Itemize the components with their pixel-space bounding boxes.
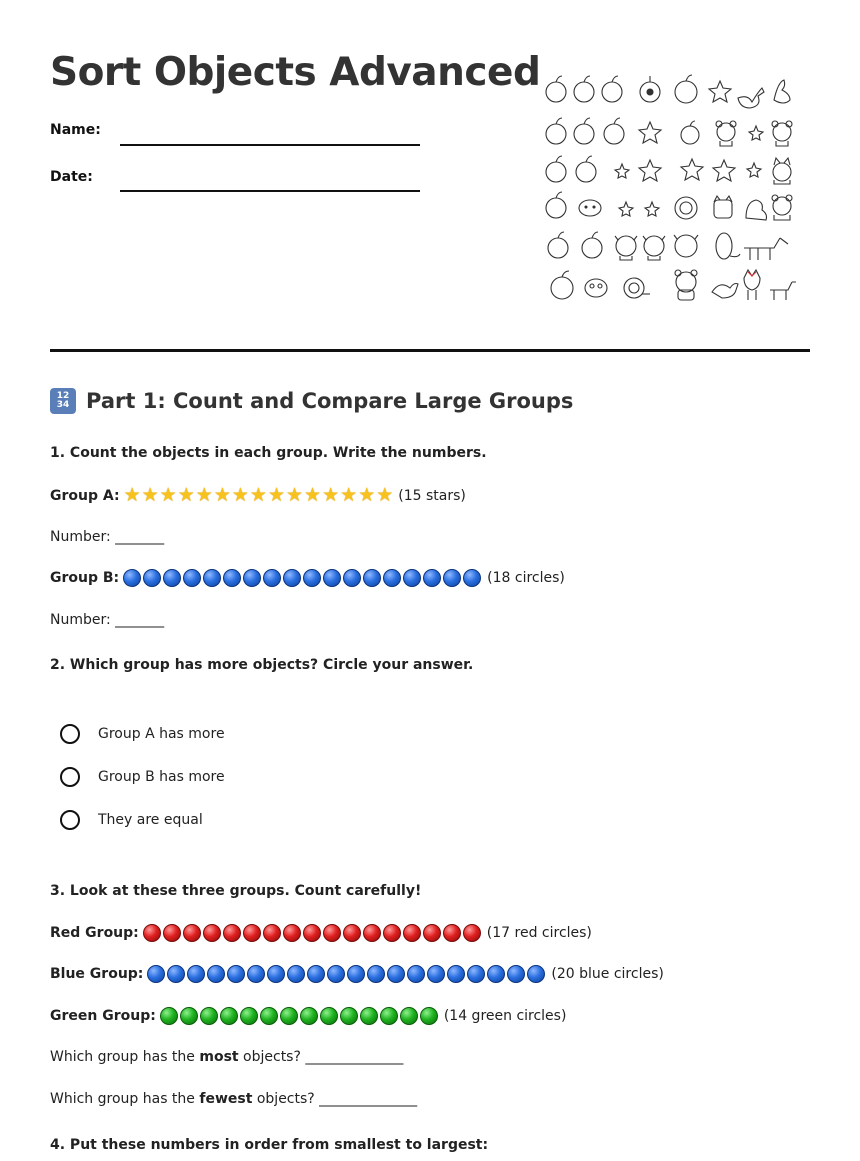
fewest-word: fewest: [199, 1091, 253, 1107]
green-group-note: (14 green circles): [443, 1008, 567, 1024]
star-icon: ★: [358, 484, 376, 506]
blue-circle-icon: [447, 965, 465, 983]
blue-circle-icon: [347, 965, 365, 983]
apple-icon: [574, 118, 594, 144]
pig-icon: [674, 235, 698, 257]
red-circle-icon: [383, 924, 401, 942]
apple-icon: [602, 76, 622, 102]
group-a-label: Group A:: [50, 487, 120, 504]
option-label: Group B has more: [98, 769, 225, 785]
fewest-suffix: objects? ______________: [252, 1091, 418, 1107]
horse-icon: [744, 238, 788, 260]
apple-icon: [640, 76, 660, 102]
apple-icon: [604, 118, 624, 144]
red-circle-icon: [223, 924, 241, 942]
cat-icon: [714, 196, 732, 218]
most-prefix: Which group has the: [50, 1049, 200, 1065]
star-icon: [639, 160, 661, 181]
bird-icon: [712, 284, 738, 299]
blue-circle-icon: [467, 965, 485, 983]
bear-icon: [675, 270, 697, 300]
section-divider: [50, 349, 810, 352]
blue-circle-icon: [283, 569, 301, 587]
star-icon: [747, 163, 761, 177]
red-circle-icon: [163, 924, 181, 942]
star-icon: ★: [231, 484, 249, 506]
red-circles: [143, 924, 483, 942]
blue-circle-icon: [187, 965, 205, 983]
blue-circle-icon: [307, 965, 325, 983]
blue-circle-icon: [163, 569, 181, 587]
fewest-prefix: Which group has the: [50, 1091, 200, 1107]
green-circle-icon: [360, 1007, 378, 1025]
most-question[interactable]: [50, 1049, 403, 1065]
red-circle-icon: [143, 924, 161, 942]
blue-circle-icon: [363, 569, 381, 587]
red-circle-icon: [203, 924, 221, 942]
green-circle-icon: [400, 1007, 418, 1025]
star-icon: ★: [195, 484, 213, 506]
green-group-label: Green Group:: [50, 1008, 156, 1024]
bird-icon: [738, 88, 764, 108]
apple-icon: [576, 156, 596, 182]
red-circle-icon: [263, 924, 281, 942]
blue-circle-icon: [367, 965, 385, 983]
blue-circle-icon: [343, 569, 361, 587]
blue-group-label: Blue Group:: [50, 966, 144, 982]
lion-icon: [675, 197, 697, 219]
star-icon: ★: [340, 484, 358, 506]
blue-circle-icon: [463, 569, 481, 587]
clipart-objects-illustration: [538, 68, 800, 306]
star-icon: ★: [159, 484, 177, 506]
part1-heading: [50, 388, 573, 414]
most-word: most: [199, 1049, 239, 1065]
red-circle-icon: [423, 924, 441, 942]
apple-icon: [546, 76, 566, 102]
group-a-number[interactable]: Number: _______: [50, 529, 165, 545]
green-circle-icon: [180, 1007, 198, 1025]
red-circle-icon: [443, 924, 461, 942]
red-circle-icon: [343, 924, 361, 942]
star-icon: ★: [304, 484, 322, 506]
blue-circle-icon: [183, 569, 201, 587]
green-circle-icon: [260, 1007, 278, 1025]
most-suffix: objects? ______________: [238, 1049, 404, 1065]
red-group-label: Red Group:: [50, 925, 139, 941]
option-group-b-more[interactable]: [60, 767, 225, 787]
date-label: Date:: [50, 169, 93, 185]
bird-icon: [579, 200, 601, 216]
star-icon: ★: [286, 484, 304, 506]
fewest-question[interactable]: [50, 1091, 417, 1107]
green-circle-icon: [240, 1007, 258, 1025]
star-icon: [615, 164, 629, 178]
bear-icon: [716, 121, 736, 146]
blue-circle-icon: [143, 569, 161, 587]
group-b-number[interactable]: Number: _______: [50, 612, 165, 628]
star-icon: ★: [123, 484, 141, 506]
bear-icon: [772, 195, 792, 220]
blue-circle-icon: [243, 569, 261, 587]
red-circle-icon: [303, 924, 321, 942]
numbers-icon: 12 34: [50, 388, 76, 414]
cat-icon: [773, 158, 791, 184]
star-icon: ★: [249, 484, 267, 506]
star-icon: [639, 122, 661, 143]
question-1: 1. Count the objects in each group. Write the numbers.: [50, 445, 487, 461]
apple-icon: [675, 75, 697, 103]
star-icon: ★: [322, 484, 340, 506]
green-circle-icon: [320, 1007, 338, 1025]
bird-icon: [774, 80, 790, 103]
blue-circle-icon: [287, 965, 305, 983]
apple-icon: [546, 192, 566, 218]
red-circle-icon: [323, 924, 341, 942]
group-a-stars: [124, 486, 395, 505]
green-circle-icon: [280, 1007, 298, 1025]
star-icon: ★: [177, 484, 195, 506]
blue-circle-icon: [507, 965, 525, 983]
option-equal[interactable]: [60, 810, 203, 830]
blue-group-note: (20 blue circles): [551, 966, 664, 982]
green-circle-icon: [420, 1007, 438, 1025]
group-a-row: [50, 486, 466, 505]
green-group-row: [50, 1007, 566, 1025]
star-icon: [749, 126, 763, 140]
green-circle-icon: [340, 1007, 358, 1025]
blue-circle-icon: [123, 569, 141, 587]
apple-icon: [551, 271, 573, 299]
green-circle-icon: [220, 1007, 238, 1025]
lion-icon: [624, 278, 650, 298]
star-icon: [709, 81, 731, 102]
blue-circle-icon: [403, 569, 421, 587]
red-circle-icon: [243, 924, 261, 942]
green-circle-icon: [160, 1007, 178, 1025]
apple-icon: [548, 232, 568, 258]
red-group-row: [50, 924, 592, 942]
blue-circle-icon: [263, 569, 281, 587]
question-2: 2. Which group has more objects? Circle your answer.: [50, 657, 474, 673]
apple-icon: [582, 232, 602, 258]
blue-circle-icon: [427, 965, 445, 983]
blue-circle-icon: [303, 569, 321, 587]
group-a-note: (15 stars): [398, 487, 466, 504]
name-label: Name:: [50, 122, 101, 138]
blue-circle-icon: [323, 569, 341, 587]
blue-circle-icon: [247, 965, 265, 983]
pig-icon: [643, 236, 665, 260]
bear-icon: [772, 121, 792, 146]
option-label: They are equal: [98, 812, 203, 828]
blue-circle-icon: [267, 965, 285, 983]
dog-icon: [770, 282, 796, 300]
red-group-note: (17 red circles): [486, 925, 592, 941]
green-circle-icon: [300, 1007, 318, 1025]
blue-circle-icon: [423, 569, 441, 587]
option-label: Group A has more: [98, 726, 225, 742]
apple-icon: [546, 156, 566, 182]
star-icon: [681, 159, 703, 180]
name-line[interactable]: [120, 144, 420, 146]
group-b-note: (18 circles): [487, 570, 565, 586]
blue-circle-icon: [147, 965, 165, 983]
page-title: Sort Objects Advanced: [50, 50, 541, 95]
blue-circle-icon: [207, 965, 225, 983]
group-b-label: Group B:: [50, 570, 120, 586]
star-icon: ★: [141, 484, 159, 506]
date-line[interactable]: [120, 190, 420, 192]
blue-circle-icon: [383, 569, 401, 587]
apple-icon: [546, 118, 566, 144]
star-icon: [713, 160, 735, 181]
fox-icon: [744, 270, 760, 300]
green-circles: [160, 1007, 440, 1025]
blue-circle-icon: [223, 569, 241, 587]
blue-circle-icon: [167, 965, 185, 983]
blue-circle-icon: [327, 965, 345, 983]
star-icon: ★: [267, 484, 285, 506]
radio-circle[interactable]: [60, 810, 80, 830]
owl-icon: [585, 279, 607, 297]
red-circle-icon: [183, 924, 201, 942]
blue-group-row: [50, 965, 664, 983]
apple-icon: [681, 121, 699, 144]
star-icon: ★: [376, 484, 394, 506]
blue-circle-icon: [227, 965, 245, 983]
red-circle-icon: [463, 924, 481, 942]
blue-circle-icon: [527, 965, 545, 983]
group-b-circles: [123, 569, 483, 587]
question-3: 3. Look at these three groups. Count carefully!: [50, 883, 422, 899]
blue-circle-icon: [487, 965, 505, 983]
star-icon: [645, 202, 659, 216]
star-icon: [619, 202, 633, 216]
part1-title-text: Part 1: Count and Compare Large Groups: [86, 389, 574, 413]
red-circle-icon: [403, 924, 421, 942]
option-group-a-more[interactable]: [60, 724, 225, 744]
apple-icon: [574, 76, 594, 102]
red-circle-icon: [363, 924, 381, 942]
blue-circle-icon: [407, 965, 425, 983]
blue-circles: [147, 965, 547, 983]
question-4: 4. Put these numbers in order from smallest to largest:: [50, 1137, 489, 1153]
penguin-icon: [716, 233, 740, 259]
pig-icon: [615, 236, 637, 260]
blue-circle-icon: [443, 569, 461, 587]
blue-circle-icon: [387, 965, 405, 983]
green-circle-icon: [200, 1007, 218, 1025]
red-circle-icon: [283, 924, 301, 942]
group-b-row: [50, 569, 565, 587]
star-icon: ★: [213, 484, 231, 506]
radio-circle[interactable]: [60, 767, 80, 787]
green-circle-icon: [380, 1007, 398, 1025]
bird-icon: [746, 200, 767, 220]
radio-circle[interactable]: [60, 724, 80, 744]
blue-circle-icon: [203, 569, 221, 587]
